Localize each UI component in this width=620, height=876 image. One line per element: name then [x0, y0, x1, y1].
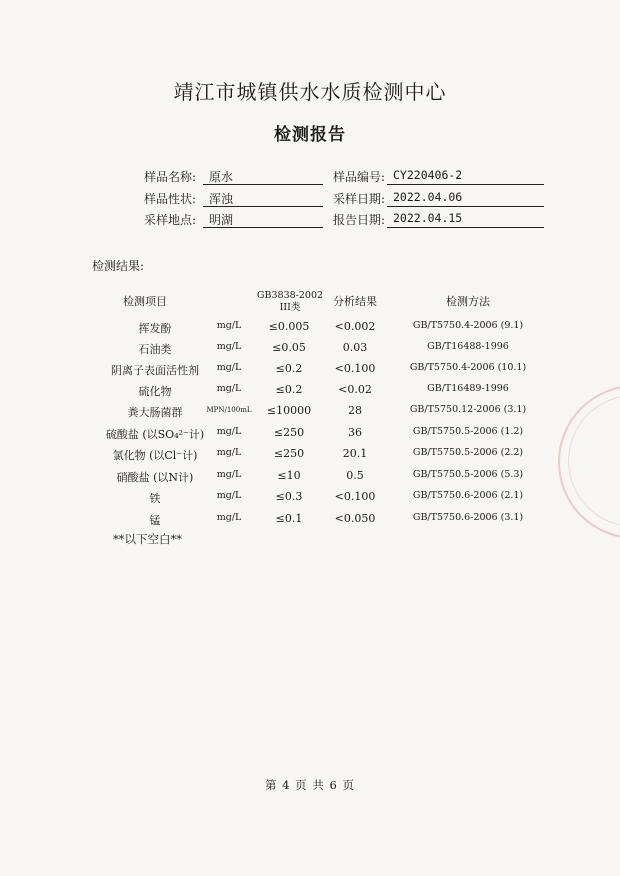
cell-unit: mg/L	[216, 362, 242, 373]
table-row	[0, 404, 620, 425]
cell-limit: ≤0.2	[275, 383, 303, 396]
cell-item: 石油类	[138, 343, 172, 356]
cell-item: 阴离子表面活性剂	[111, 364, 199, 377]
cell-result: <0.02	[338, 383, 372, 396]
sampling-date-label: 采样日期:	[332, 192, 385, 206]
cell-method: GB/T16489-1996	[427, 383, 509, 394]
cell-item: 锰	[149, 514, 161, 527]
report-date-value: 2022.04.15	[387, 211, 544, 228]
cell-method: GB/T5750.5-2006 (1.2)	[412, 426, 524, 437]
blank-note: **以下空白**	[113, 532, 182, 546]
sample-name-value: 原水	[203, 168, 323, 185]
cell-method: GB/T5750.12-2006 (3.1)	[409, 404, 527, 415]
cell-result: <0.002	[334, 320, 376, 333]
table-row	[0, 512, 620, 533]
cell-item: 硝酸盐 (以N计)	[116, 471, 194, 484]
cell-limit: ≤0.3	[275, 490, 303, 503]
results-label: 检测结果:	[92, 259, 145, 273]
cell-result: 36	[348, 426, 362, 439]
cell-unit: mg/L	[216, 341, 242, 352]
header-method: 检测方法	[446, 295, 490, 308]
cell-limit: ≤0.2	[275, 362, 303, 375]
cell-method: GB/T5750.4-2006 (10.1)	[409, 362, 527, 373]
table-row	[0, 490, 620, 511]
table-row	[0, 341, 620, 362]
cell-unit: mg/L	[216, 512, 242, 523]
table-row	[0, 320, 620, 341]
sample-number-label: 样品编号:	[332, 170, 385, 184]
sample-number-value: CY220406-2	[387, 168, 544, 185]
cell-item: 铁	[149, 492, 161, 505]
table-row	[0, 469, 620, 490]
sampling-location-value: 明湖	[203, 211, 323, 228]
cell-unit: mg/L	[216, 447, 242, 458]
header-item: 检测项目	[123, 295, 167, 308]
cell-limit: ≤0.1	[275, 512, 303, 525]
cell-result: 0.03	[342, 341, 368, 354]
cell-limit: ≤10	[277, 469, 301, 482]
cell-result: <0.050	[334, 512, 376, 525]
cell-item: 挥发酚	[138, 322, 172, 335]
cell-unit: mg/L	[216, 469, 242, 480]
cell-limit: ≤250	[273, 447, 305, 460]
cell-method: GB/T5750.5-2006 (5.3)	[412, 469, 524, 480]
report-title: 检测报告	[274, 125, 346, 145]
cell-method: GB/T5750.5-2006 (2.2)	[412, 447, 524, 458]
cell-limit: ≤0.05	[272, 341, 306, 354]
cell-result: 28	[348, 404, 362, 417]
sampling-date-value: 2022.04.06	[387, 190, 544, 207]
sampling-location-label: 采样地点:	[143, 213, 196, 227]
header-result: 分析结果	[333, 295, 377, 308]
table-row	[0, 362, 620, 383]
cell-result: <0.100	[334, 490, 376, 503]
cell-unit: mg/L	[216, 426, 242, 437]
cell-method: GB/T16488-1996	[427, 341, 509, 352]
sample-character-label: 样品性状:	[143, 192, 196, 206]
report-date-label: 报告日期:	[332, 213, 385, 227]
table-row	[0, 447, 620, 468]
cell-unit: mg/L	[216, 490, 242, 501]
organization-title: 靖江市城镇供水水质检测中心	[173, 80, 447, 104]
cell-item: 粪大肠菌群	[127, 406, 183, 419]
cell-unit: mg/L	[216, 320, 242, 331]
sample-character-value: 浑浊	[203, 190, 323, 207]
cell-unit: MPN/100mL	[206, 406, 252, 414]
cell-unit: mg/L	[216, 383, 242, 394]
cell-method: GB/T5750.6-2006 (2.1)	[412, 490, 524, 501]
header-standard	[250, 290, 330, 314]
cell-item: 氯化物 (以Cl⁻计)	[112, 449, 198, 462]
header-standard-line2: III类	[279, 302, 301, 313]
table-row	[0, 383, 620, 404]
cell-result: 20.1	[342, 447, 368, 460]
cell-item: 硫化物	[138, 385, 172, 398]
header-standard-line1: GB3838-2002	[256, 290, 324, 301]
cell-limit: ≤250	[273, 426, 305, 439]
page-number: 第 4 页 共 6 页	[265, 778, 355, 792]
sample-name-label: 样品名称:	[143, 170, 196, 184]
cell-limit: ≤10000	[266, 404, 312, 417]
cell-result: 0.5	[346, 469, 364, 482]
cell-result: <0.100	[334, 362, 376, 375]
cell-item: 硫酸盐 (以SO₄²⁻计)	[105, 428, 205, 441]
cell-limit: ≤0.005	[268, 320, 310, 333]
cell-method: GB/T5750.4-2006 (9.1)	[412, 320, 524, 331]
table-row	[0, 426, 620, 447]
cell-method: GB/T5750.6-2006 (3.1)	[412, 512, 524, 523]
